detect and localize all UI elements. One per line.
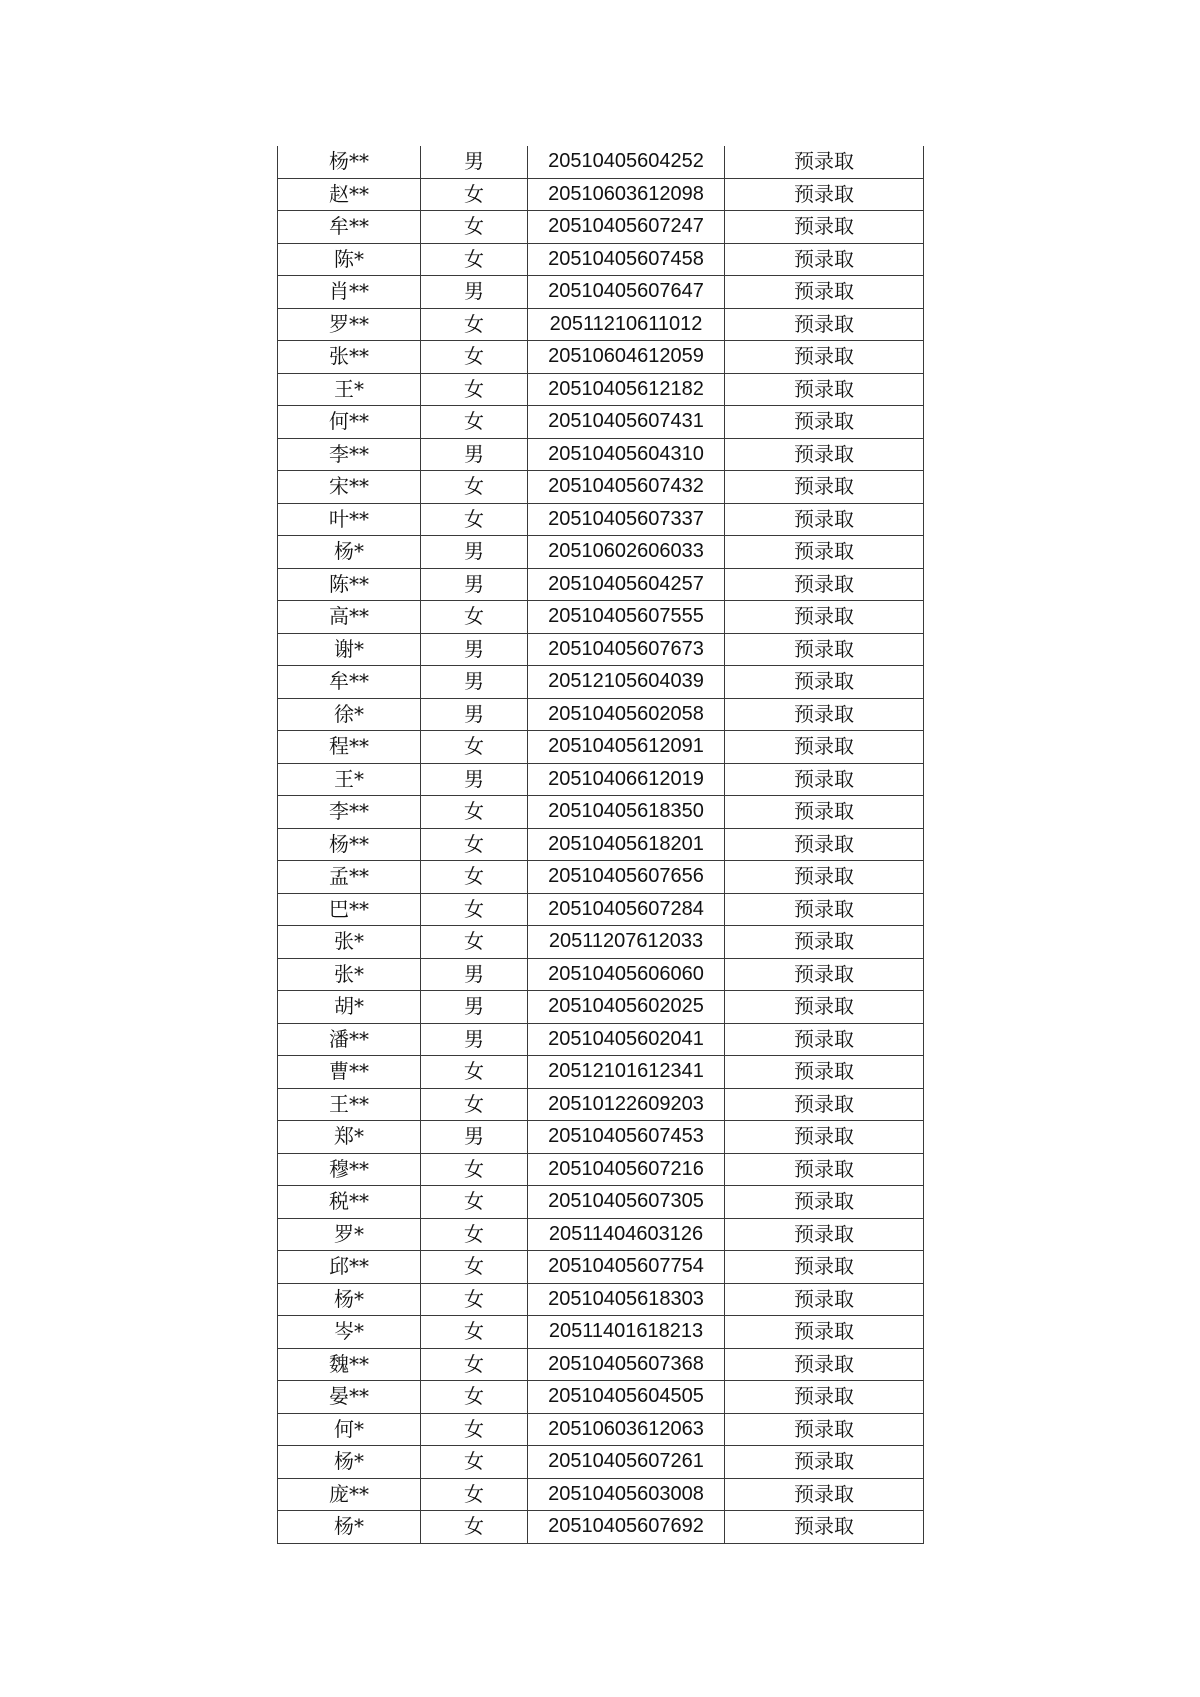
gender-cell: 女 — [421, 1381, 528, 1414]
candidate-number-cell: 20510405618201 — [528, 828, 725, 861]
table-row — [278, 991, 924, 1024]
candidate-number-cell: 20510405618303 — [528, 1283, 725, 1316]
status-cell: 预录取 — [725, 893, 924, 926]
name-cell: 高** — [278, 601, 421, 634]
name-cell: 李** — [278, 796, 421, 829]
candidate-number-cell: 20510405607656 — [528, 861, 725, 894]
name-cell: 程** — [278, 731, 421, 764]
status-cell: 预录取 — [725, 308, 924, 341]
gender-cell: 女 — [421, 1186, 528, 1219]
name-cell: 陈** — [278, 568, 421, 601]
name-cell: 郑* — [278, 1121, 421, 1154]
candidate-number-cell: 20510405604252 — [528, 146, 725, 178]
gender-cell: 男 — [421, 991, 528, 1024]
name-cell: 徐* — [278, 698, 421, 731]
candidate-number-cell: 20510604612059 — [528, 341, 725, 374]
status-cell: 预录取 — [725, 406, 924, 439]
status-cell: 预录取 — [725, 1413, 924, 1446]
gender-cell: 女 — [421, 796, 528, 829]
candidate-number-cell: 20510602606033 — [528, 536, 725, 569]
gender-cell: 女 — [421, 243, 528, 276]
status-cell: 预录取 — [725, 178, 924, 211]
candidate-number-cell: 20510405607368 — [528, 1348, 725, 1381]
name-cell: 孟** — [278, 861, 421, 894]
name-cell: 潘** — [278, 1023, 421, 1056]
table-row — [278, 568, 924, 601]
name-cell: 庞** — [278, 1478, 421, 1511]
name-cell: 牟** — [278, 666, 421, 699]
gender-cell: 女 — [421, 373, 528, 406]
table-row — [278, 763, 924, 796]
status-cell: 预录取 — [725, 503, 924, 536]
status-cell: 预录取 — [725, 1056, 924, 1089]
name-cell: 杨* — [278, 1511, 421, 1544]
status-cell: 预录取 — [725, 796, 924, 829]
table-row — [278, 893, 924, 926]
status-cell: 预录取 — [725, 243, 924, 276]
table-row — [278, 1218, 924, 1251]
name-cell: 王* — [278, 763, 421, 796]
status-cell: 预录取 — [725, 633, 924, 666]
status-cell: 预录取 — [725, 1511, 924, 1544]
status-cell: 预录取 — [725, 861, 924, 894]
table-row — [278, 438, 924, 471]
table-row — [278, 373, 924, 406]
name-cell: 张* — [278, 958, 421, 991]
name-cell: 李** — [278, 438, 421, 471]
candidate-number-cell: 20510405607458 — [528, 243, 725, 276]
name-cell: 杨* — [278, 1446, 421, 1479]
gender-cell: 女 — [421, 1316, 528, 1349]
candidate-number-cell: 20510405603008 — [528, 1478, 725, 1511]
gender-cell: 男 — [421, 438, 528, 471]
gender-cell: 男 — [421, 536, 528, 569]
gender-cell: 女 — [421, 308, 528, 341]
name-cell: 岑* — [278, 1316, 421, 1349]
table-row — [278, 828, 924, 861]
candidate-number-cell: 20510405604505 — [528, 1381, 725, 1414]
status-cell: 预录取 — [725, 666, 924, 699]
table-row — [278, 1478, 924, 1511]
candidate-number-cell: 20510405602025 — [528, 991, 725, 1024]
candidate-number-cell: 20510405607647 — [528, 276, 725, 309]
table-row — [278, 1316, 924, 1349]
status-cell: 预录取 — [725, 1283, 924, 1316]
gender-cell: 男 — [421, 1023, 528, 1056]
gender-cell: 女 — [421, 731, 528, 764]
gender-cell: 女 — [421, 926, 528, 959]
table-row — [278, 1153, 924, 1186]
table-row — [278, 698, 924, 731]
name-cell: 晏** — [278, 1381, 421, 1414]
candidate-number-cell: 20510405607673 — [528, 633, 725, 666]
table-row — [278, 1381, 924, 1414]
candidate-number-cell: 20510405606060 — [528, 958, 725, 991]
name-cell: 邱** — [278, 1251, 421, 1284]
name-cell: 杨* — [278, 536, 421, 569]
table-row — [278, 1023, 924, 1056]
status-cell: 预录取 — [725, 828, 924, 861]
gender-cell: 男 — [421, 146, 528, 178]
status-cell: 预录取 — [725, 698, 924, 731]
table-row — [278, 1283, 924, 1316]
table-row — [278, 341, 924, 374]
gender-cell: 女 — [421, 471, 528, 504]
status-cell: 预录取 — [725, 1153, 924, 1186]
gender-cell: 男 — [421, 568, 528, 601]
gender-cell: 男 — [421, 276, 528, 309]
admission-table — [277, 146, 924, 1544]
status-cell: 预录取 — [725, 471, 924, 504]
table-row — [278, 601, 924, 634]
table-row — [278, 958, 924, 991]
table-row — [278, 211, 924, 244]
status-cell: 预录取 — [725, 536, 924, 569]
table-row — [278, 243, 924, 276]
candidate-number-cell: 20510405607431 — [528, 406, 725, 439]
table-row — [278, 1446, 924, 1479]
table-row — [278, 1413, 924, 1446]
status-cell: 预录取 — [725, 1088, 924, 1121]
name-cell: 穆** — [278, 1153, 421, 1186]
gender-cell: 女 — [421, 828, 528, 861]
name-cell: 肖** — [278, 276, 421, 309]
candidate-number-cell: 20510405607284 — [528, 893, 725, 926]
candidate-number-cell: 20510405604257 — [528, 568, 725, 601]
candidate-number-cell: 20510405607216 — [528, 1153, 725, 1186]
table-row — [278, 1121, 924, 1154]
name-cell: 谢* — [278, 633, 421, 666]
gender-cell: 女 — [421, 1218, 528, 1251]
name-cell: 牟** — [278, 211, 421, 244]
gender-cell: 女 — [421, 893, 528, 926]
status-cell: 预录取 — [725, 601, 924, 634]
gender-cell: 女 — [421, 1413, 528, 1446]
candidate-number-cell: 20510406612019 — [528, 763, 725, 796]
table-row — [278, 276, 924, 309]
table-row — [278, 503, 924, 536]
table-row — [278, 796, 924, 829]
gender-cell: 女 — [421, 341, 528, 374]
candidate-number-cell: 20510405602058 — [528, 698, 725, 731]
status-cell: 预录取 — [725, 1348, 924, 1381]
status-cell: 预录取 — [725, 1121, 924, 1154]
name-cell: 杨** — [278, 146, 421, 178]
candidate-number-cell: 20511404603126 — [528, 1218, 725, 1251]
name-cell: 巴** — [278, 893, 421, 926]
gender-cell: 男 — [421, 958, 528, 991]
table-row — [278, 1088, 924, 1121]
gender-cell: 女 — [421, 1446, 528, 1479]
status-cell: 预录取 — [725, 1186, 924, 1219]
table-row — [278, 1348, 924, 1381]
name-cell: 叶** — [278, 503, 421, 536]
gender-cell: 女 — [421, 861, 528, 894]
name-cell: 罗* — [278, 1218, 421, 1251]
name-cell: 曹** — [278, 1056, 421, 1089]
candidate-number-cell: 20510405607337 — [528, 503, 725, 536]
status-cell: 预录取 — [725, 438, 924, 471]
candidate-number-cell: 20510405607261 — [528, 1446, 725, 1479]
status-cell: 预录取 — [725, 1316, 924, 1349]
candidate-number-cell: 20510603612098 — [528, 178, 725, 211]
gender-cell: 女 — [421, 1348, 528, 1381]
gender-cell: 女 — [421, 1251, 528, 1284]
candidate-number-cell: 20510405602041 — [528, 1023, 725, 1056]
candidate-number-cell: 20510405607432 — [528, 471, 725, 504]
gender-cell: 女 — [421, 503, 528, 536]
name-cell: 王* — [278, 373, 421, 406]
gender-cell: 女 — [421, 1153, 528, 1186]
gender-cell: 女 — [421, 601, 528, 634]
candidate-number-cell: 20511401618213 — [528, 1316, 725, 1349]
candidate-number-cell: 20510405612182 — [528, 373, 725, 406]
name-cell: 税** — [278, 1186, 421, 1219]
gender-cell: 男 — [421, 698, 528, 731]
status-cell: 预录取 — [725, 991, 924, 1024]
table-row — [278, 536, 924, 569]
candidate-number-cell: 20510405604310 — [528, 438, 725, 471]
candidate-number-cell: 20512105604039 — [528, 666, 725, 699]
candidate-number-cell: 20510405607247 — [528, 211, 725, 244]
status-cell: 预录取 — [725, 1478, 924, 1511]
name-cell: 赵** — [278, 178, 421, 211]
name-cell: 胡* — [278, 991, 421, 1024]
name-cell: 何** — [278, 406, 421, 439]
status-cell: 预录取 — [725, 211, 924, 244]
gender-cell: 女 — [421, 178, 528, 211]
table-row — [278, 406, 924, 439]
status-cell: 预录取 — [725, 146, 924, 178]
status-cell: 预录取 — [725, 1218, 924, 1251]
table-row — [278, 1251, 924, 1284]
status-cell: 预录取 — [725, 373, 924, 406]
name-cell: 罗** — [278, 308, 421, 341]
gender-cell: 男 — [421, 633, 528, 666]
candidate-number-cell: 20510405607754 — [528, 1251, 725, 1284]
gender-cell: 女 — [421, 406, 528, 439]
name-cell: 杨* — [278, 1283, 421, 1316]
name-cell: 何* — [278, 1413, 421, 1446]
candidate-number-cell: 20511210611012 — [528, 308, 725, 341]
candidate-number-cell: 20510405607453 — [528, 1121, 725, 1154]
name-cell: 宋** — [278, 471, 421, 504]
candidate-number-cell: 20512101612341 — [528, 1056, 725, 1089]
status-cell: 预录取 — [725, 341, 924, 374]
gender-cell: 女 — [421, 211, 528, 244]
gender-cell: 男 — [421, 763, 528, 796]
table-row — [278, 308, 924, 341]
status-cell: 预录取 — [725, 1023, 924, 1056]
table-row — [278, 178, 924, 211]
name-cell: 王** — [278, 1088, 421, 1121]
candidate-number-cell: 20510405612091 — [528, 731, 725, 764]
status-cell: 预录取 — [725, 731, 924, 764]
candidate-number-cell: 20511207612033 — [528, 926, 725, 959]
status-cell: 预录取 — [725, 958, 924, 991]
candidate-number-cell: 20510405607305 — [528, 1186, 725, 1219]
name-cell: 陈* — [278, 243, 421, 276]
candidate-number-cell: 20510603612063 — [528, 1413, 725, 1446]
table-row — [278, 861, 924, 894]
status-cell: 预录取 — [725, 926, 924, 959]
table-row — [278, 146, 924, 178]
admission-table-body — [278, 146, 924, 1543]
table-row — [278, 926, 924, 959]
status-cell: 预录取 — [725, 1446, 924, 1479]
name-cell: 杨** — [278, 828, 421, 861]
table-row — [278, 666, 924, 699]
table-row — [278, 1056, 924, 1089]
table-row — [278, 633, 924, 666]
table-row — [278, 1511, 924, 1544]
gender-cell: 男 — [421, 1121, 528, 1154]
candidate-number-cell: 20510405607555 — [528, 601, 725, 634]
status-cell: 预录取 — [725, 1381, 924, 1414]
status-cell: 预录取 — [725, 568, 924, 601]
name-cell: 魏** — [278, 1348, 421, 1381]
status-cell: 预录取 — [725, 1251, 924, 1284]
name-cell: 张** — [278, 341, 421, 374]
gender-cell: 女 — [421, 1088, 528, 1121]
gender-cell: 女 — [421, 1056, 528, 1089]
status-cell: 预录取 — [725, 276, 924, 309]
table-row — [278, 471, 924, 504]
name-cell: 张* — [278, 926, 421, 959]
candidate-number-cell: 20510405607692 — [528, 1511, 725, 1544]
status-cell: 预录取 — [725, 763, 924, 796]
gender-cell: 男 — [421, 666, 528, 699]
table-row — [278, 731, 924, 764]
candidate-number-cell: 20510405618350 — [528, 796, 725, 829]
candidate-number-cell: 20510122609203 — [528, 1088, 725, 1121]
gender-cell: 女 — [421, 1478, 528, 1511]
gender-cell: 女 — [421, 1511, 528, 1544]
gender-cell: 女 — [421, 1283, 528, 1316]
table-row — [278, 1186, 924, 1219]
